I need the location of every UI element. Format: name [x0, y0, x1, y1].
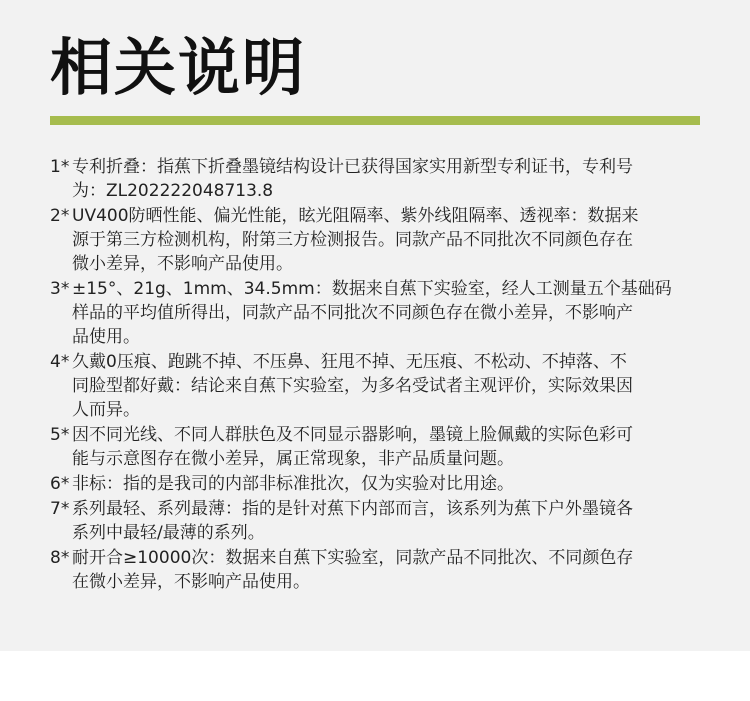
note-item — [50, 423, 710, 471]
note-text-line: 人而异。 — [72, 400, 140, 420]
note-text-line: 为：ZL202222048713.8 — [72, 181, 274, 201]
notes-list — [50, 155, 710, 595]
note-item — [50, 155, 710, 203]
page-title: 相关说明 — [50, 31, 307, 104]
note-text-line: 同脸型都好戴：结论来自蕉下实验室，为多名受试者主观评价，实际效果因 — [72, 376, 633, 396]
note-number: 7* — [50, 499, 70, 519]
note-item — [50, 546, 710, 594]
note-number: 2* — [50, 206, 70, 226]
note-text-line: 系列中最轻/最薄的系列。 — [72, 523, 265, 543]
note-text-line: 能与示意图存在微小差异，属正常现象，非产品质量问题。 — [72, 449, 514, 469]
note-number: 4* — [50, 352, 70, 372]
note-text-line: 在微小差异，不影响产品使用。 — [72, 572, 310, 592]
note-text-line: 样品的平均值所得出，同款产品不同批次不同颜色存在微小差异，不影响产 — [72, 303, 633, 323]
note-text-line: 耐开合≥10000次：数据来自蕉下实验室，同款产品不同批次、不同颜色存 — [72, 548, 634, 568]
note-number: 5* — [50, 425, 70, 445]
note-item — [50, 350, 710, 422]
title-divider — [50, 116, 700, 125]
note-text-line: 品使用。 — [72, 327, 140, 347]
note-item — [50, 277, 710, 349]
note-text-line: 源于第三方检测机构，附第三方检测报告。同款产品不同批次不同颜色存在 — [72, 230, 633, 250]
note-text-line: 久戴0压痕、跑跳不掉、不压鼻、狂甩不掉、无压痕、不松动、不掉落、不 — [72, 352, 627, 372]
note-text-line: 非标：指的是我司的内部非标准批次，仅为实验对比用途。 — [72, 474, 514, 494]
note-text-line: 微小差异，不影响产品使用。 — [72, 254, 293, 274]
note-item — [50, 204, 710, 276]
note-text-line: 专利折叠：指蕉下折叠墨镜结构设计已获得国家实用新型专利证书，专利号 — [72, 157, 633, 177]
note-text-line: ±15°、21g、1mm、34.5mm：数据来自蕉下实验室，经人工测量五个基础码 — [72, 279, 672, 299]
note-text-line: 因不同光线、不同人群肤色及不同显示器影响，墨镜上脸佩戴的实际色彩可 — [72, 425, 633, 445]
note-item — [50, 497, 710, 545]
note-number: 8* — [50, 548, 70, 568]
note-number: 6* — [50, 474, 70, 494]
note-number: 3* — [50, 279, 70, 299]
note-item — [50, 472, 710, 496]
note-number: 1* — [50, 157, 70, 177]
note-text-line: UV400防晒性能、偏光性能，眩光阻隔率、紫外线阻隔率、透视率：数据来 — [72, 206, 639, 226]
note-text-line: 系列最轻、系列最薄：指的是针对蕉下内部而言，该系列为蕉下户外墨镜各 — [72, 499, 633, 519]
